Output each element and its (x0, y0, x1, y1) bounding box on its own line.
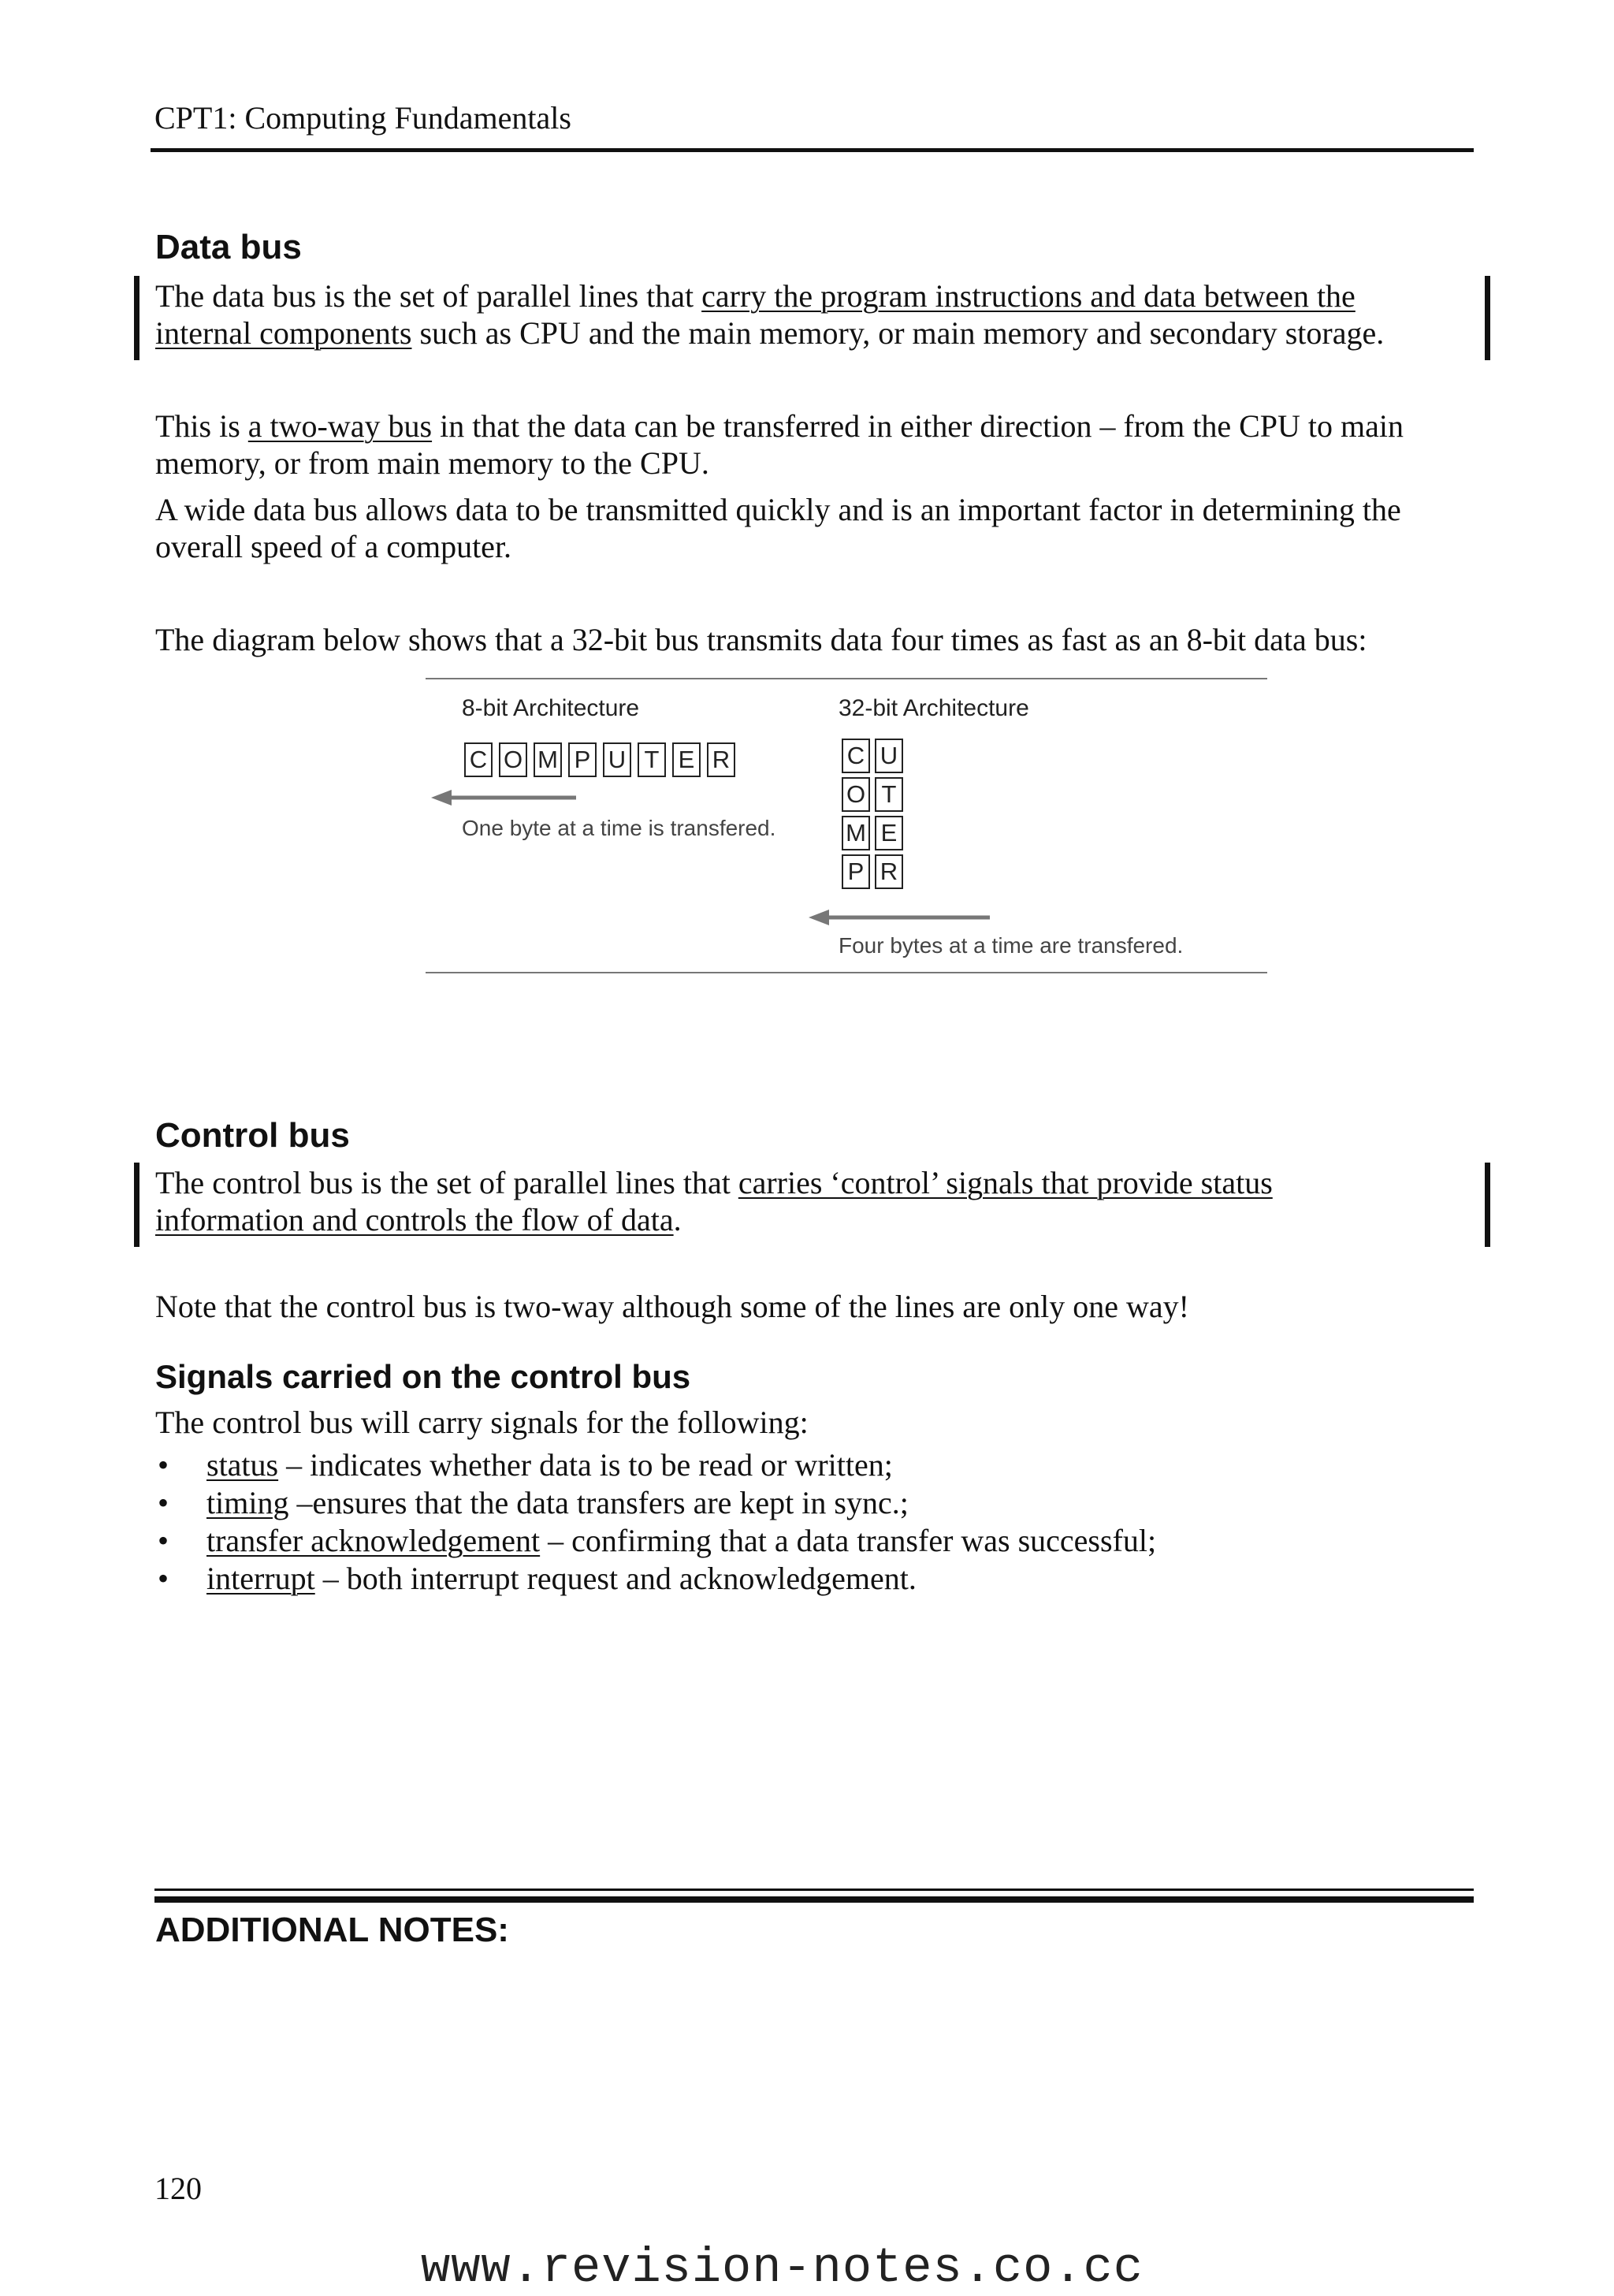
page-number: 120 (154, 2171, 202, 2206)
underlined-phrase: information and controls the flow of data (155, 1202, 674, 1237)
letter-cell: O (842, 777, 870, 812)
control-bus-heading: Control bus (155, 1116, 350, 1155)
32bit-letter-grid (842, 739, 913, 896)
diagram-bottom-rule (426, 972, 1267, 973)
left-arrow-icon (807, 906, 993, 928)
letter-cell: T (638, 742, 666, 777)
left-change-bar (134, 1163, 139, 1247)
notes-rule-thick (154, 1896, 1474, 1903)
signals-heading: Signals carried on the control bus (155, 1358, 691, 1395)
header-rule (151, 148, 1474, 152)
underlined-phrase: a two-way bus (247, 408, 433, 444)
list-item: • status – indicates whether data is to be read or written; (158, 1447, 893, 1483)
letter-cell: M (842, 816, 870, 850)
8bit-caption: One byte at a time is transfered. (462, 816, 776, 840)
left-arrow-icon (430, 787, 579, 809)
list-item: • timing –ensures that the data transfers are kept in sync.; (158, 1485, 909, 1520)
list-item: • transfer acknowledgement – confirming that a data transfer was successful; (158, 1523, 1157, 1558)
additional-notes-heading: ADDITIONAL NOTES: (155, 1911, 509, 1949)
diagram-intro: The diagram below shows that a 32-bit bus transmits data four times as fast as an 8-bit data bus: (155, 622, 1367, 657)
data-bus-heading: Data bus (155, 228, 302, 266)
letter-cell: U (603, 742, 631, 777)
wide-bus-paragraph: A wide data bus allows data to be transmitted quickly and is an important factor in determining the overall speed of a computer. (155, 492, 1401, 564)
letter-cell: O (499, 742, 527, 777)
32bit-caption: Four bytes at a time are transfered. (839, 933, 1184, 958)
letter-cell: U (875, 739, 903, 773)
letter-cell: T (875, 777, 903, 812)
letter-cell: R (707, 742, 735, 777)
signals-intro: The control bus will carry signals for the following: (155, 1405, 809, 1440)
letter-cell: C (464, 742, 493, 777)
letter-cell: P (568, 742, 597, 777)
letter-cell: P (842, 854, 870, 889)
control-bus-definition: The control bus is the set of parallel lines that carries ‘control’ signals that provide status information and controls the flow of data. (155, 1165, 1273, 1237)
notes-rule-thin (154, 1889, 1474, 1891)
bullet-icon: • (158, 1561, 169, 1596)
footer-url: www.revision-notes.co.cc (421, 2240, 1144, 2296)
bullet-icon: • (158, 1523, 169, 1558)
letter-cell: E (875, 816, 903, 850)
letter-cell: R (875, 854, 903, 889)
8bit-title: 8-bit Architecture (462, 695, 640, 721)
bullet-icon: • (158, 1485, 169, 1520)
letter-cell: M (534, 742, 562, 777)
signals-list (158, 1446, 1157, 1598)
two-way-paragraph: This is a two-way bus in that the data can be transferred in either direction – from the CPU to main memory, or from main memory to the CPU. (155, 408, 1404, 481)
left-change-bar (134, 276, 139, 360)
running-header: CPT1: Computing Fundamentals (154, 100, 571, 136)
control-bus-note: Note that the control bus is two-way although some of the lines are only one way! (155, 1289, 1189, 1324)
diagram-top-rule (426, 678, 1267, 679)
data-bus-definition: The data bus is the set of parallel lines that carry the program instructions and data between the internal components such as CPU and the main memory, or main memory and secondary storage. (155, 278, 1385, 351)
list-item: • interrupt – both interrupt request and acknowledgement. (158, 1561, 917, 1596)
underlined-phrase: carry the program instructions and data between the (701, 278, 1356, 314)
letter-cell: C (842, 739, 870, 773)
letter-cell: E (672, 742, 701, 777)
underlined-phrase: internal components (155, 315, 412, 351)
bullet-icon: • (158, 1447, 169, 1483)
underlined-phrase: carries ‘control’ signals that provide status (738, 1165, 1273, 1200)
32bit-title: 32-bit Architecture (839, 695, 1029, 721)
